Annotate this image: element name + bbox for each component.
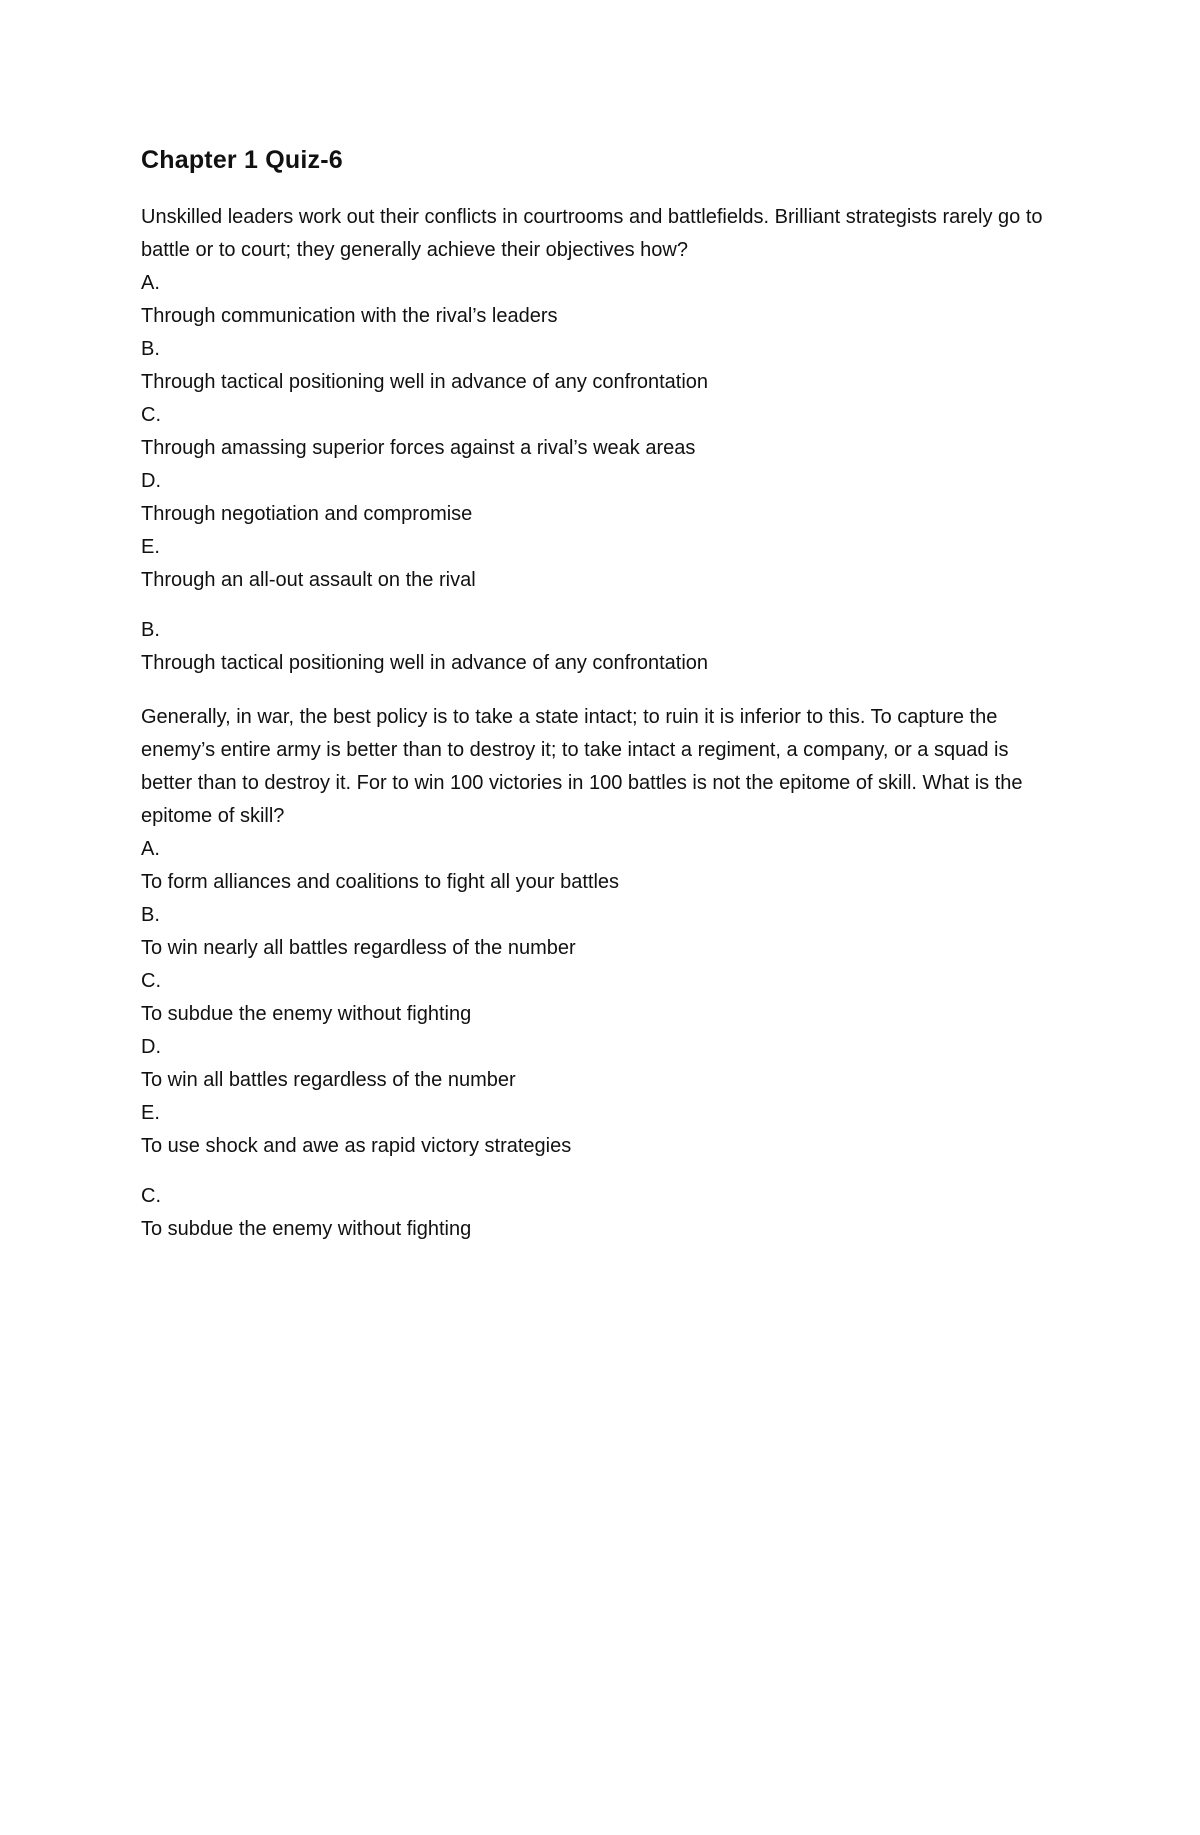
answer-block <box>141 614 1061 680</box>
answer-text: To subdue the enemy without fighting <box>141 1218 472 1240</box>
option-letter: E. <box>141 1102 160 1124</box>
option-text: Through tactical positioning well in advance of any confrontation <box>141 371 709 393</box>
option-text: To win nearly all battles regardless of the number <box>141 937 576 959</box>
option-text: To win all battles regardless of the number <box>141 1069 516 1091</box>
page-title: Chapter 1 Quiz-6 <box>141 146 343 174</box>
question-text: Unskilled leaders work out their conflicts in courtrooms and battlefields. Brilliant strategists rarely go to battle or to court; they generally achieve their objectives how? <box>141 206 1043 261</box>
answer-block <box>141 1180 1061 1246</box>
option-text: Through an all-out assault on the rival <box>141 569 476 591</box>
option-text: Through amassing superior forces against a rival’s weak areas <box>141 437 696 459</box>
option-text: To form alliances and coalitions to fight all your battles <box>141 871 620 893</box>
answer-text: Through tactical positioning well in advance of any confrontation <box>141 652 709 674</box>
question-2 <box>141 701 1061 1246</box>
option-letter: E. <box>141 536 160 558</box>
answer-letter: B. <box>141 619 160 641</box>
option-text: To use shock and awe as rapid victory strategies <box>141 1135 572 1157</box>
option-text: Through communication with the rival’s leaders <box>141 305 558 327</box>
option-text: Through negotiation and compromise <box>141 503 473 525</box>
answer-letter: C. <box>141 1185 161 1207</box>
question-text: Generally, in war, the best policy is to take a state intact; to ruin it is inferior to this. To capture the enemy’s entire army is better than to destroy it; to take intact a regiment, a company, or a squad is better than to destroy it. For to win 100 victories in 100 battles is not the epitome of skill. What is the epitome of skill? <box>141 706 1023 827</box>
option-letter: D. <box>141 1036 161 1058</box>
spacer <box>141 680 1061 701</box>
option-letter: C. <box>141 970 161 992</box>
option-letter: A. <box>141 838 160 860</box>
option-letter: B. <box>141 338 160 360</box>
option-letter: D. <box>141 470 161 492</box>
option-letter: C. <box>141 404 161 426</box>
option-text: To subdue the enemy without fighting <box>141 1003 472 1025</box>
question-1 <box>141 201 1061 680</box>
option-letter: A. <box>141 272 160 294</box>
document-page <box>141 140 1061 1246</box>
option-letter: B. <box>141 904 160 926</box>
